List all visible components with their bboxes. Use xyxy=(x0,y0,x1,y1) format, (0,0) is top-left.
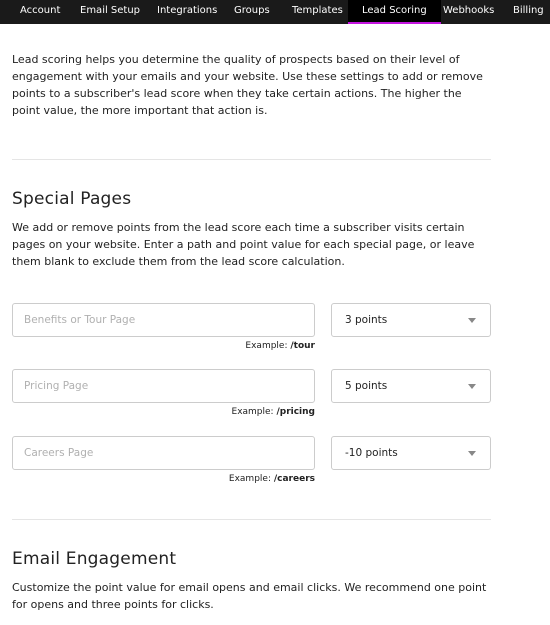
special-pages-title: Special Pages xyxy=(12,189,132,209)
points-value: 5 points xyxy=(345,380,388,392)
tab-lead-scoring[interactable]: Lead Scoring xyxy=(348,0,441,24)
example-hint: Example: /pricing xyxy=(231,407,315,417)
chevron-down-icon xyxy=(468,451,476,456)
chevron-down-icon xyxy=(468,318,476,323)
pricing-page-path-input[interactable] xyxy=(12,369,315,403)
section-divider xyxy=(12,519,491,520)
careers-page-path-input[interactable] xyxy=(12,436,315,470)
intro-text: Lead scoring helps you determine the quality of prospects based on their level of engagement with your emails and your website. Use these settings to add or remove points to a subscriber's lead score when they take certain actions. The higher the point value, the more important that action is. xyxy=(12,53,483,117)
tab-billing[interactable]: Billing xyxy=(513,5,544,16)
pricing-page-points-select[interactable] xyxy=(331,369,491,403)
careers-page-points-select[interactable] xyxy=(331,436,491,470)
chevron-down-icon xyxy=(468,384,476,389)
example-hint: Example: /careers xyxy=(228,474,315,484)
email-engagement-description: Customize the point value for email opens and email clicks. We recommend one point for opens and three points for clicks. xyxy=(12,581,487,611)
benefits-page-points-select[interactable] xyxy=(331,303,491,337)
example-hint: Example: /tour xyxy=(245,341,315,351)
email-engagement-title: Email Engagement xyxy=(12,549,177,569)
special-pages-description: We add or remove points from the lead score each time a subscriber visits certain pages on your website. Enter a path and point value for each special page, or leave them blank to exclude them from the lead score calculation. xyxy=(12,221,475,268)
tab-integrations[interactable]: Integrations xyxy=(157,5,218,16)
tab-account[interactable]: Account xyxy=(20,5,61,16)
tab-email-setup[interactable]: Email Setup xyxy=(80,5,141,16)
points-value: -10 points xyxy=(345,447,398,459)
tab-templates[interactable]: Templates xyxy=(292,5,343,16)
section-divider xyxy=(12,159,491,160)
tab-webhooks[interactable]: Webhooks xyxy=(443,5,495,16)
tab-groups[interactable]: Groups xyxy=(234,5,270,16)
settings-nav xyxy=(0,0,550,24)
benefits-page-path-input[interactable] xyxy=(12,303,315,337)
points-value: 3 points xyxy=(345,314,388,326)
